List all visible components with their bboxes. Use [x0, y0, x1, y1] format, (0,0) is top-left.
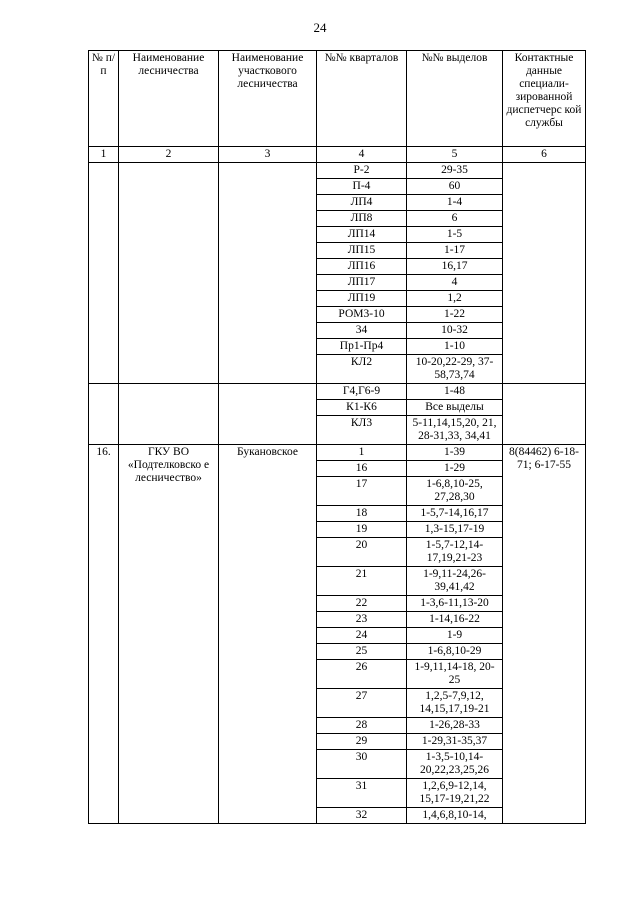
quarter-cell: 27 — [317, 689, 407, 718]
plots-cell: 1-29 — [407, 461, 503, 477]
quarter-cell: 24 — [317, 628, 407, 644]
quarter-cell: К1-К6 — [317, 400, 407, 416]
plots-cell: 1-9 — [407, 628, 503, 644]
header-cell: Контактные данные специали-зированной диспетчерс кой службы — [503, 51, 586, 147]
plots-cell: 1-3,6-11,13-20 — [407, 596, 503, 612]
quarter-cell: ЛП19 — [317, 291, 407, 307]
quarter-cell: ЛП17 — [317, 275, 407, 291]
contacts-cell — [503, 163, 586, 384]
quarter-cell: ЛП8 — [317, 211, 407, 227]
header-cell: №№ выделов — [407, 51, 503, 147]
plots-cell: 1-5,7-14,16,17 — [407, 506, 503, 522]
plots-cell: 6 — [407, 211, 503, 227]
quarter-cell: КЛ2 — [317, 355, 407, 384]
plots-cell: 60 — [407, 179, 503, 195]
row-number-cell: 16. — [89, 445, 119, 824]
plots-cell: 1-6,8,10-25, 27,28,30 — [407, 477, 503, 506]
plots-cell: 1-39 — [407, 445, 503, 461]
column-number-cell: 6 — [503, 147, 586, 163]
table-row — [89, 163, 586, 179]
plots-cell: 1-26,28-33 — [407, 718, 503, 734]
quarter-cell: 34 — [317, 323, 407, 339]
table-row — [89, 384, 586, 400]
plots-cell: 1-22 — [407, 307, 503, 323]
contacts-cell — [503, 384, 586, 445]
quarter-cell: ЛП4 — [317, 195, 407, 211]
plots-cell: 1-29,31-35,37 — [407, 734, 503, 750]
quarter-cell: 28 — [317, 718, 407, 734]
quarter-cell: ЛП16 — [317, 259, 407, 275]
header-cell: №№ кварталов — [317, 51, 407, 147]
plots-cell: 4 — [407, 275, 503, 291]
plots-cell: 10-20,22-29, 37-58,73,74 — [407, 355, 503, 384]
quarter-cell: 20 — [317, 538, 407, 567]
quarter-cell: КЛ3 — [317, 416, 407, 445]
column-number-cell: 5 — [407, 147, 503, 163]
column-number-cell: 1 — [89, 147, 119, 163]
plots-cell: 1,2 — [407, 291, 503, 307]
plots-cell: 1-10 — [407, 339, 503, 355]
plots-cell: 5-11,14,15,20, 21, 28-31,33, 34,41 — [407, 416, 503, 445]
plots-cell: 1-48 — [407, 384, 503, 400]
quarter-cell: 31 — [317, 779, 407, 808]
quarter-cell: Пр1-Пр4 — [317, 339, 407, 355]
quarter-cell: 1 — [317, 445, 407, 461]
quarter-cell: ЛП14 — [317, 227, 407, 243]
forestry-name-cell — [119, 163, 219, 384]
quarter-cell: 29 — [317, 734, 407, 750]
row-number-cell — [89, 163, 119, 384]
table-row — [89, 445, 586, 461]
plots-cell: 1-14,16-22 — [407, 612, 503, 628]
quarter-cell: 18 — [317, 506, 407, 522]
plots-cell: 1-4 — [407, 195, 503, 211]
row-number-cell — [89, 384, 119, 445]
district-forestry-cell — [219, 384, 317, 445]
quarter-cell: Г4,Г6-9 — [317, 384, 407, 400]
plots-cell: 16,17 — [407, 259, 503, 275]
district-forestry-cell — [219, 163, 317, 384]
plots-cell: 1-17 — [407, 243, 503, 259]
column-number-cell: 2 — [119, 147, 219, 163]
plots-cell: 1-9,11-24,26-39,41,42 — [407, 567, 503, 596]
column-number-cell: 3 — [219, 147, 317, 163]
forestry-name-cell — [119, 384, 219, 445]
quarter-cell: ЛП15 — [317, 243, 407, 259]
contacts-cell: 8(84462) 6-18-71; 6-17-55 — [503, 445, 586, 824]
header-cell: № п/п — [89, 51, 119, 147]
quarter-cell: РОМ3-10 — [317, 307, 407, 323]
quarter-cell: 26 — [317, 660, 407, 689]
plots-cell: 1-5,7-12,14-17,19,21-23 — [407, 538, 503, 567]
plots-cell: 10-32 — [407, 323, 503, 339]
plots-cell: 1,3-15,17-19 — [407, 522, 503, 538]
plots-cell: 1,2,5-7,9,12, 14,15,17,19-21 — [407, 689, 503, 718]
plots-cell: 1-5 — [407, 227, 503, 243]
quarter-cell: П-4 — [317, 179, 407, 195]
quarter-cell: 30 — [317, 750, 407, 779]
district-forestry-cell: Букановское — [219, 445, 317, 824]
plots-cell: 1-9,11,14-18, 20-25 — [407, 660, 503, 689]
plots-cell: 1,4,6,8,10-14, — [407, 808, 503, 824]
plots-cell: 1,2,6,9-12,14, 15,17-19,21,22 — [407, 779, 503, 808]
plots-cell: 1-6,8,10-29 — [407, 644, 503, 660]
column-number-cell: 4 — [317, 147, 407, 163]
quarter-cell: 21 — [317, 567, 407, 596]
quarter-cell: Р-2 — [317, 163, 407, 179]
plots-cell: Все выделы — [407, 400, 503, 416]
plots-cell: 1-3,5-10,14-20,22,23,25,26 — [407, 750, 503, 779]
quarter-cell: 23 — [317, 612, 407, 628]
header-cell: Наименование лесничества — [119, 51, 219, 147]
plots-cell: 29-35 — [407, 163, 503, 179]
page-number: 24 — [313, 20, 327, 35]
quarter-cell: 32 — [317, 808, 407, 824]
header-row — [89, 51, 586, 147]
quarter-cell: 16 — [317, 461, 407, 477]
quarter-cell: 22 — [317, 596, 407, 612]
quarter-cell: 25 — [317, 644, 407, 660]
forestry-name-cell: ГКУ ВО «Подтелковско е лесничество» — [119, 445, 219, 824]
quarter-cell: 19 — [317, 522, 407, 538]
quarter-cell: 17 — [317, 477, 407, 506]
header-cell: Наименование участкового лесничества — [219, 51, 317, 147]
column-number-row — [89, 147, 586, 163]
forestry-table — [88, 50, 586, 824]
